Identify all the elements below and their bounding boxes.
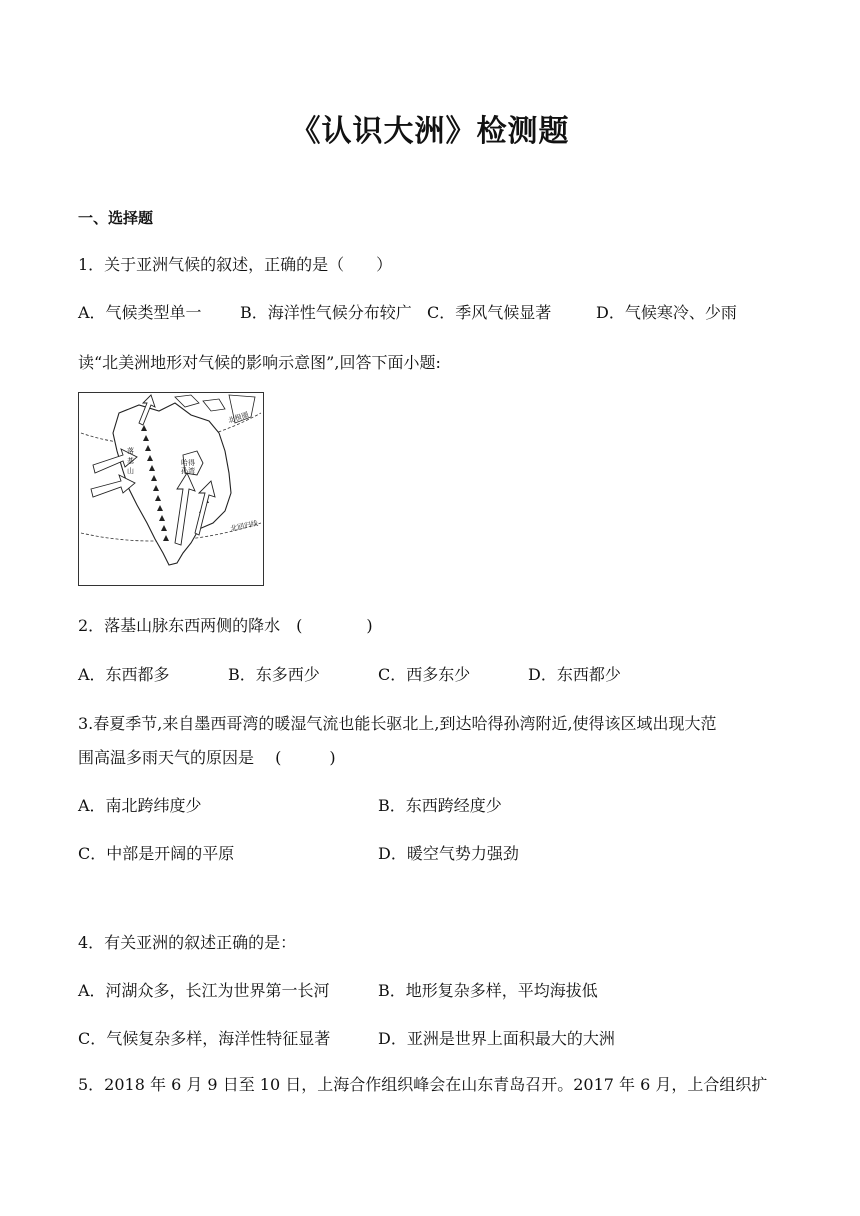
svg-text:哈得: 哈得: [181, 459, 195, 467]
q1-option-d: D．气候寒冷、少雨: [596, 303, 737, 322]
q3-option-d: D．暖空气势力强劲: [378, 844, 519, 863]
question-1-stem: 1．关于亚洲气候的叙述，正确的是（ ）: [78, 255, 393, 274]
reading-intro: 读“北美洲地形对气候的影响示意图”,回答下面小题:: [78, 353, 441, 372]
question-5-stem: 5．2018 年 6 月 9 日至 10 日，上海合作组织峰会在山东青岛召开。2017 年 6 月，上合组织扩: [78, 1075, 768, 1094]
svg-text:北回归线: 北回归线: [229, 519, 259, 533]
svg-text:落: 落: [127, 447, 134, 455]
q2-option-b: B．东多西少: [228, 665, 320, 684]
svg-text:山: 山: [127, 467, 134, 475]
q1-option-c: C．季风气候显著: [427, 303, 552, 322]
svg-text:孙湾: 孙湾: [181, 467, 195, 475]
q2-option-a: A．东西都多: [78, 665, 170, 684]
question-3-stem-line2: 围高温多雨天气的原因是 ( ): [78, 748, 336, 767]
question-3-stem-line1: 3.春夏季节,来自墨西哥湾的暖湿气流也能长驱北上,到达哈得孙湾附近,使得该区域出现大范: [78, 714, 717, 733]
q4-option-a: A．河湖众多，长江为世界第一长河: [78, 981, 330, 1000]
north-america-map-icon: [79, 393, 263, 585]
north-america-map-figure: [78, 392, 264, 586]
q3-option-c: C．中部是开阔的平原: [78, 844, 235, 863]
q2-option-d: D．东西都少: [528, 665, 621, 684]
q4-option-b: B．地形复杂多样，平均海拔低: [378, 981, 598, 1000]
question-2-stem: 2．落基山脉东西两侧的降水 ( ): [78, 616, 373, 635]
question-4-stem: 4．有关亚洲的叙述正确的是：: [78, 933, 297, 952]
q3-option-a: A．南北跨纬度少: [78, 796, 202, 815]
q3-option-b: B．东西跨经度少: [378, 796, 502, 815]
q4-option-c: C．气候复杂多样，海洋性特征显著: [78, 1029, 331, 1048]
page-title: 《认识大洲》检测题: [290, 114, 570, 149]
svg-text:北极圈: 北极圈: [227, 410, 250, 425]
section-heading: 一、选择题: [78, 209, 154, 227]
q1-option-a: A．气候类型单一: [78, 303, 202, 322]
q4-option-d: D．亚洲是世界上面积最大的大洲: [378, 1029, 615, 1048]
svg-text:基: 基: [127, 457, 134, 465]
q1-option-b: B．海洋性气候分布较广: [240, 303, 412, 322]
q2-option-c: C．西多东少: [378, 665, 471, 684]
